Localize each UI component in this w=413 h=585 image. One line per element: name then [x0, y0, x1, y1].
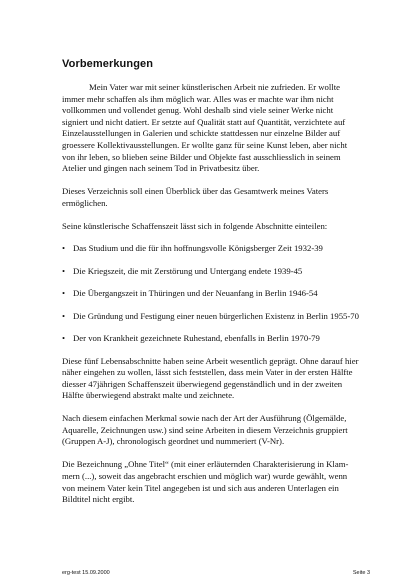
- periods-list: [62, 243, 360, 344]
- paragraph-purpose: Dieses Verzeichnis soll einen Überblick über das Gesamtwerk meines Vaters ermöglichen.: [62, 186, 329, 208]
- list-item: • Die Gründung und Festigung einer neuen bürgerlichen Existenz in Berlin 1955-70: [62, 311, 360, 323]
- paragraph-grouping: Nach diesem einfachen Merkmal sowie nach der Art der Ausführung (Ölgemälde, Aquarelle, Zeichnungen usw.) sind seine Arbeiten in diesem Verzeichnis gruppiert (Gruppen A-J), chronologisch geordnet und nummeriert (V-Nr).: [62, 413, 348, 447]
- footer-file-date: erg-test 15.09.2000: [62, 570, 110, 576]
- list-item: • Der von Krankheit gezeichnete Ruhestand, ebenfalls in Berlin 1970-79: [62, 333, 360, 345]
- document-body: [62, 82, 360, 517]
- paragraph-style-shift: Diese fünf Lebensabschnitte haben seine Arbeit wesentlich geprägt. Ohne darauf hier näher eingehen zu wollen, lässt sich feststellen, dass mein Vater in der ersten Hälfte diesser 47jährigen Schaffenszeit überwiegend gegenständlich und in der zweiten Hälfte überwiegend abstrakt malte und zeichnete.: [62, 355, 359, 401]
- section-heading: Vorbemerkungen: [62, 58, 154, 70]
- list-item: • Die Kriegszeit, die mit Zerstörung und Untergang endete 1939-45: [62, 266, 360, 278]
- paragraph-untitled: Die Bezeichnung „Ohne Titel“ (mit einer erläuternden Charakterisierung in Klam-mern (...), soweit das angebracht erschien und möglich war) wurde gewählt, wenn von meinem Vater kein Titel angegeben ist und sich aus anderen Unterlagen ein Bildtitel nicht ergibt.: [62, 459, 349, 505]
- list-item: • Das Studium und die für ihn hoffnungsvolle Königsberger Zeit 1932-39: [62, 243, 360, 255]
- list-item: • Die Übergangszeit in Thüringen und der Neuanfang in Berlin 1946-54: [62, 288, 360, 300]
- paragraph-intro: Mein Vater war mit seiner künstlerischen Arbeit nie zufrieden. Er wollte immer mehr schaffen als ihm möglich war. Alles was er machte war ihm nicht vollkommen und vollendet genug. Wohl deshalb sind viele seiner Werke nicht signiert und nicht datiert. Er setzte auf Qualität statt auf Quantität, verzichtete auf Einzelausstellungen in Galerien und schickte stattdessen nur einzelne Bilder auf groessere Kollektivausstellungen. Er wollte ganz für seine Kunst leben, aber nicht von ihr leben, so blieben seine Bilder und Objekte fast ausschliesslich in seinem Atelier und gingen nach seinem Tod in Privatbesitz über.: [62, 82, 348, 174]
- page-number: Seite 3: [352, 570, 370, 576]
- paragraph-periods-intro: Seine künstlerische Schaffenszeit lässt sich in folgende Abschnitte einteilen:: [62, 220, 328, 231]
